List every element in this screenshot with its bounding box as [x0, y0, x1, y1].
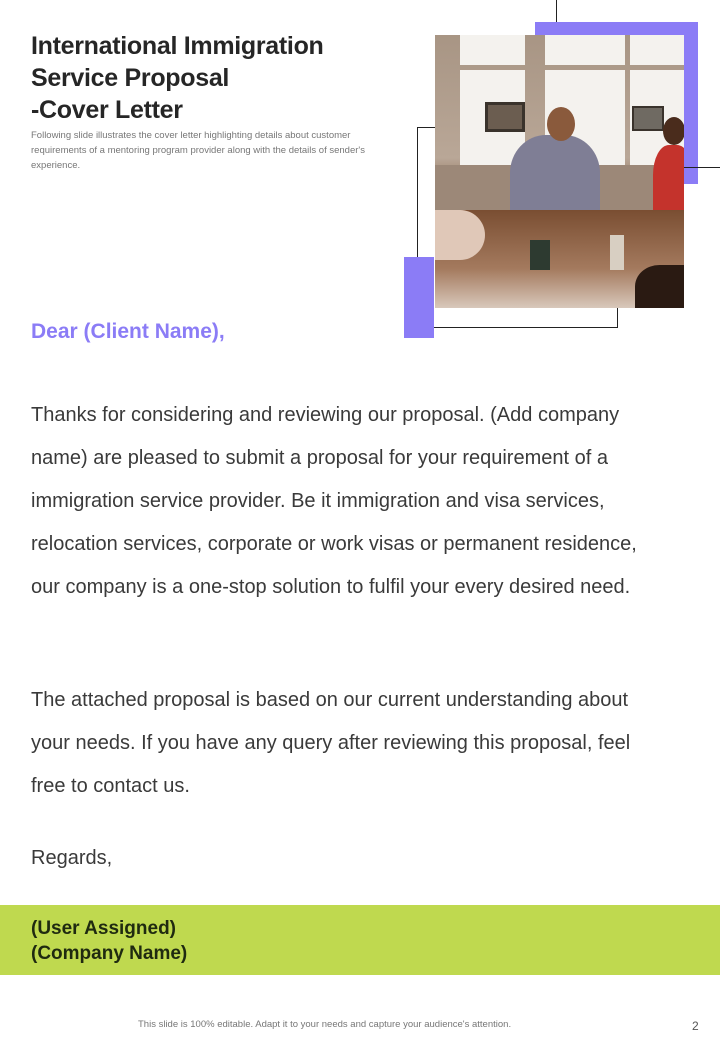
decor-line [684, 167, 720, 168]
decor-line [617, 308, 618, 328]
signature-company: (Company Name) [31, 943, 188, 964]
letter-paragraph: Thanks for considering and reviewing our proposal. (Add company name) are pleased to submit a proposal for your requirement of a immigration service provider. Be it immigration and visa services, relocation services, corporate or work visas or permanent residence, our company is a one-stop solution to fulfil your every desired need. [31, 404, 637, 598]
title-line: Service Proposal [31, 64, 230, 92]
decor-bar-left [404, 257, 434, 338]
title-line: International Immigration [31, 32, 324, 60]
decor-line [417, 127, 435, 128]
page-number: 2 [692, 1019, 699, 1033]
page-subtitle: Following slide illustrates the cover letter highlighting details about customer requirements of a mentoring program provider along with the details of sender's experience. [31, 130, 365, 171]
meeting-photo [435, 35, 684, 308]
signature-user: (User Assigned) [31, 918, 176, 939]
footer-note: This slide is 100% editable. Adapt it to your needs and capture your audience's attention. [138, 1019, 512, 1030]
letter-closing: Regards, [31, 847, 113, 869]
letter-paragraph: The attached proposal is based on our current understanding about your needs. If you have any query after reviewing this proposal, feel free to contact us. [31, 689, 631, 797]
decor-bar-right [684, 22, 698, 184]
letter-greeting: Dear (Client Name), [31, 320, 225, 343]
title-line: -Cover Letter [31, 96, 183, 124]
decor-line [417, 327, 618, 328]
signature-band [0, 905, 720, 975]
page-title [31, 30, 324, 126]
decor-bar-top [535, 22, 698, 35]
